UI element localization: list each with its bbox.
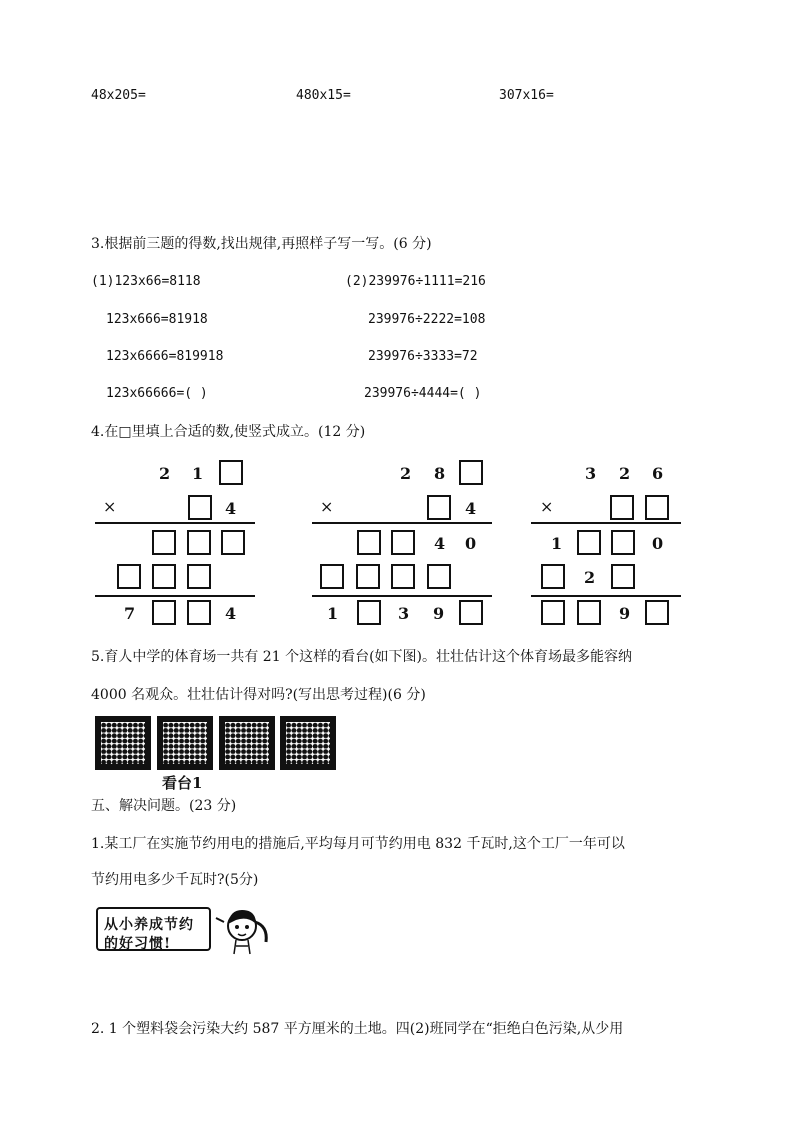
q3-left-3: 123x6666=819918: [106, 349, 224, 364]
answer-box[interactable]: [541, 564, 565, 589]
line: [312, 595, 492, 597]
p3-row2-digit: 2: [584, 568, 596, 587]
stand-block-icon: [219, 716, 275, 770]
p2-top-digit: 2: [400, 464, 412, 483]
s5-q2-line-1: 2. 1 个塑料袋会污染大约 587 平方厘米的土地。四(2)班同学在“拒绝白色污染,从少用: [91, 1021, 624, 1037]
line: [95, 595, 255, 597]
answer-box[interactable]: [577, 530, 601, 555]
p3-row1-digit: 0: [652, 534, 664, 553]
answer-box[interactable]: [459, 460, 483, 485]
q3-right-4: 239976÷4444=( ): [364, 386, 482, 401]
answer-box[interactable]: [611, 564, 635, 589]
answer-box[interactable]: [645, 495, 669, 520]
girl-cartoon-icon: [208, 902, 272, 956]
q3-right-3: 239976÷3333=72: [368, 349, 478, 364]
answer-box[interactable]: [610, 495, 634, 520]
s5-q1-line-2: 节约用电多少千瓦时?(5分): [91, 872, 259, 888]
answer-box[interactable]: [187, 564, 211, 589]
answer-box[interactable]: [611, 530, 635, 555]
answer-box[interactable]: [357, 600, 381, 625]
p3-top-digit: 6: [652, 464, 664, 483]
q3-left-1: (1)123x66=8118: [91, 274, 201, 289]
p2-res-digit: 3: [398, 604, 410, 623]
p1-top-digit: 1: [192, 464, 204, 483]
answer-box[interactable]: [219, 460, 243, 485]
q3-left-4: 123x66666=( ): [106, 386, 208, 401]
p1-res-digit: 4: [225, 604, 237, 623]
speech-bubble: [96, 907, 211, 951]
p3-row1-digit: 1: [551, 534, 563, 553]
p3-res-digit: 9: [619, 604, 631, 623]
line: [531, 595, 681, 597]
calc-1: 48x205=: [91, 88, 146, 103]
stand-block-icon: [280, 716, 336, 770]
bubble-text: 的好习惯!: [104, 936, 172, 952]
q5-line-2: 4000 名观众。壮壮估计得对吗?(写出思考过程)(6 分): [91, 687, 426, 703]
p2-row1-digit: 4: [434, 534, 446, 553]
p1-top-digit: 2: [159, 464, 171, 483]
answer-box[interactable]: [427, 564, 451, 589]
answer-box[interactable]: [391, 530, 415, 555]
stand-block-icon: [95, 716, 151, 770]
times-sign: ×: [320, 497, 334, 516]
bubble-text: 从小养成节约: [104, 917, 194, 933]
answer-box[interactable]: [427, 495, 451, 520]
p3-top-digit: 2: [619, 464, 631, 483]
s5-q1-line-1: 1.某工厂在实施节约用电的措施后,平均每月可节约用电 832 千瓦时,这个工厂一年可以: [91, 836, 625, 852]
p3-top-digit: 3: [585, 464, 597, 483]
q3-right-2: 239976÷2222=108: [368, 312, 486, 327]
answer-box[interactable]: [221, 530, 245, 555]
answer-box[interactable]: [645, 600, 669, 625]
line: [95, 522, 255, 524]
p2-row1-digit: 0: [465, 534, 477, 553]
line: [531, 522, 681, 524]
answer-box[interactable]: [152, 600, 176, 625]
answer-box[interactable]: [188, 495, 212, 520]
q3-title: 3.根据前三题的得数,找出规律,再照样子写一写。(6 分): [91, 236, 432, 252]
q5-line-1: 5.育人中学的体育场一共有 21 个这样的看台(如下图)。壮壮估计这个体育场最多能容纳: [91, 649, 632, 665]
answer-box[interactable]: [187, 600, 211, 625]
p2-mult-digit: 4: [465, 499, 477, 518]
answer-box[interactable]: [320, 564, 344, 589]
answer-box[interactable]: [117, 564, 141, 589]
answer-box[interactable]: [152, 564, 176, 589]
answer-box[interactable]: [187, 530, 211, 555]
q4-title: 4.在□里填上合适的数,使竖式成立。(12 分): [91, 424, 366, 440]
q3-left-2: 123x666=81918: [106, 312, 208, 327]
p2-res-digit: 1: [327, 604, 339, 623]
answer-box[interactable]: [577, 600, 601, 625]
p2-top-digit: 8: [434, 464, 446, 483]
answer-box[interactable]: [541, 600, 565, 625]
times-sign: ×: [103, 497, 117, 516]
section5-title: 五、解决问题。(23 分): [91, 798, 237, 814]
calc-2: 480x15=: [296, 88, 351, 103]
calc-3: 307x16=: [499, 88, 554, 103]
answer-box[interactable]: [459, 600, 483, 625]
answer-box[interactable]: [152, 530, 176, 555]
p2-res-digit: 9: [433, 604, 445, 623]
stand-caption: 看台1: [162, 774, 203, 792]
p1-res-digit: 7: [124, 604, 136, 623]
answer-box[interactable]: [391, 564, 415, 589]
p1-mult-digit: 4: [225, 499, 237, 518]
times-sign: ×: [540, 497, 554, 516]
answer-box[interactable]: [357, 530, 381, 555]
line: [312, 522, 492, 524]
answer-box[interactable]: [356, 564, 380, 589]
stand-block-icon: [157, 716, 213, 770]
q3-right-1: (2)239976÷1111=216: [345, 274, 486, 289]
